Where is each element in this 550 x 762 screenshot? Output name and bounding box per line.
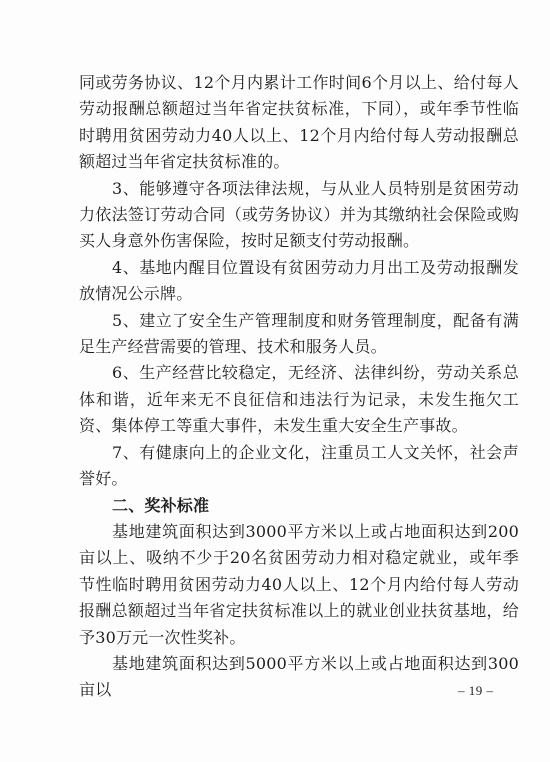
paragraph-subsidy-next: 基地建筑面积达到5000平方米以上或占地面积达到300亩以: [79, 653, 519, 700]
body-text: [79, 70, 519, 704]
paragraph-item-5: 5、建立了安全生产管理制度和财务管理制度，配备有满足生产经营需要的管理、技术和服务人员。: [79, 310, 519, 357]
paragraph-item-4: 4、基地内醒目位置设有贫困劳动力月出工及劳动报酬发放情况公示牌。: [79, 257, 519, 304]
paragraph-continuation: 同或劳务协议、12个月内累计工作时间6个月以上、给付每人劳动报酬总额超过当年省定扶贫标准，下同），或年季节性临时聘用贫困劳动力40人以上、12个月内给付每人劳动报酬总额超过当年省定扶贫标准的。: [79, 73, 519, 172]
paragraph-subsidy-30: 基地建筑面积达到3000平方米以上或占地面积达到200亩以上、吸纳不少于20名贫困劳动力相对稳定就业，或年季节性临时聘用贫困劳动力40人以上、12个月内给付每人劳动报酬总额超过当年省定扶贫标准以上的就业创业扶贫基地，给予30万元一次性奖补。: [79, 521, 519, 647]
paragraph-item-6: 6、生产经营比较稳定，无经济、法律纠纷，劳动关系总体和谐，近年来无不良征信和违法行为记录，未发生拖欠工资、集体停工等重大事件，未发生重大安全生产事故。: [79, 363, 519, 436]
page-number: – 19 –: [458, 683, 494, 698]
paragraph-item-3: 3、能够遵守各项法律法规，与从业人员特别是贫困劳动力依法签订劳动合同（或劳务协议）并为其缴纳社会保险或购买人身意外伤害保险，按时足额支付劳动报酬。: [79, 178, 519, 251]
section-heading: 二、奖补标准: [112, 495, 210, 515]
paragraph-item-7: 7、有健康向上的企业文化，注重员工人文关怀，社会声誉好。: [79, 442, 519, 489]
